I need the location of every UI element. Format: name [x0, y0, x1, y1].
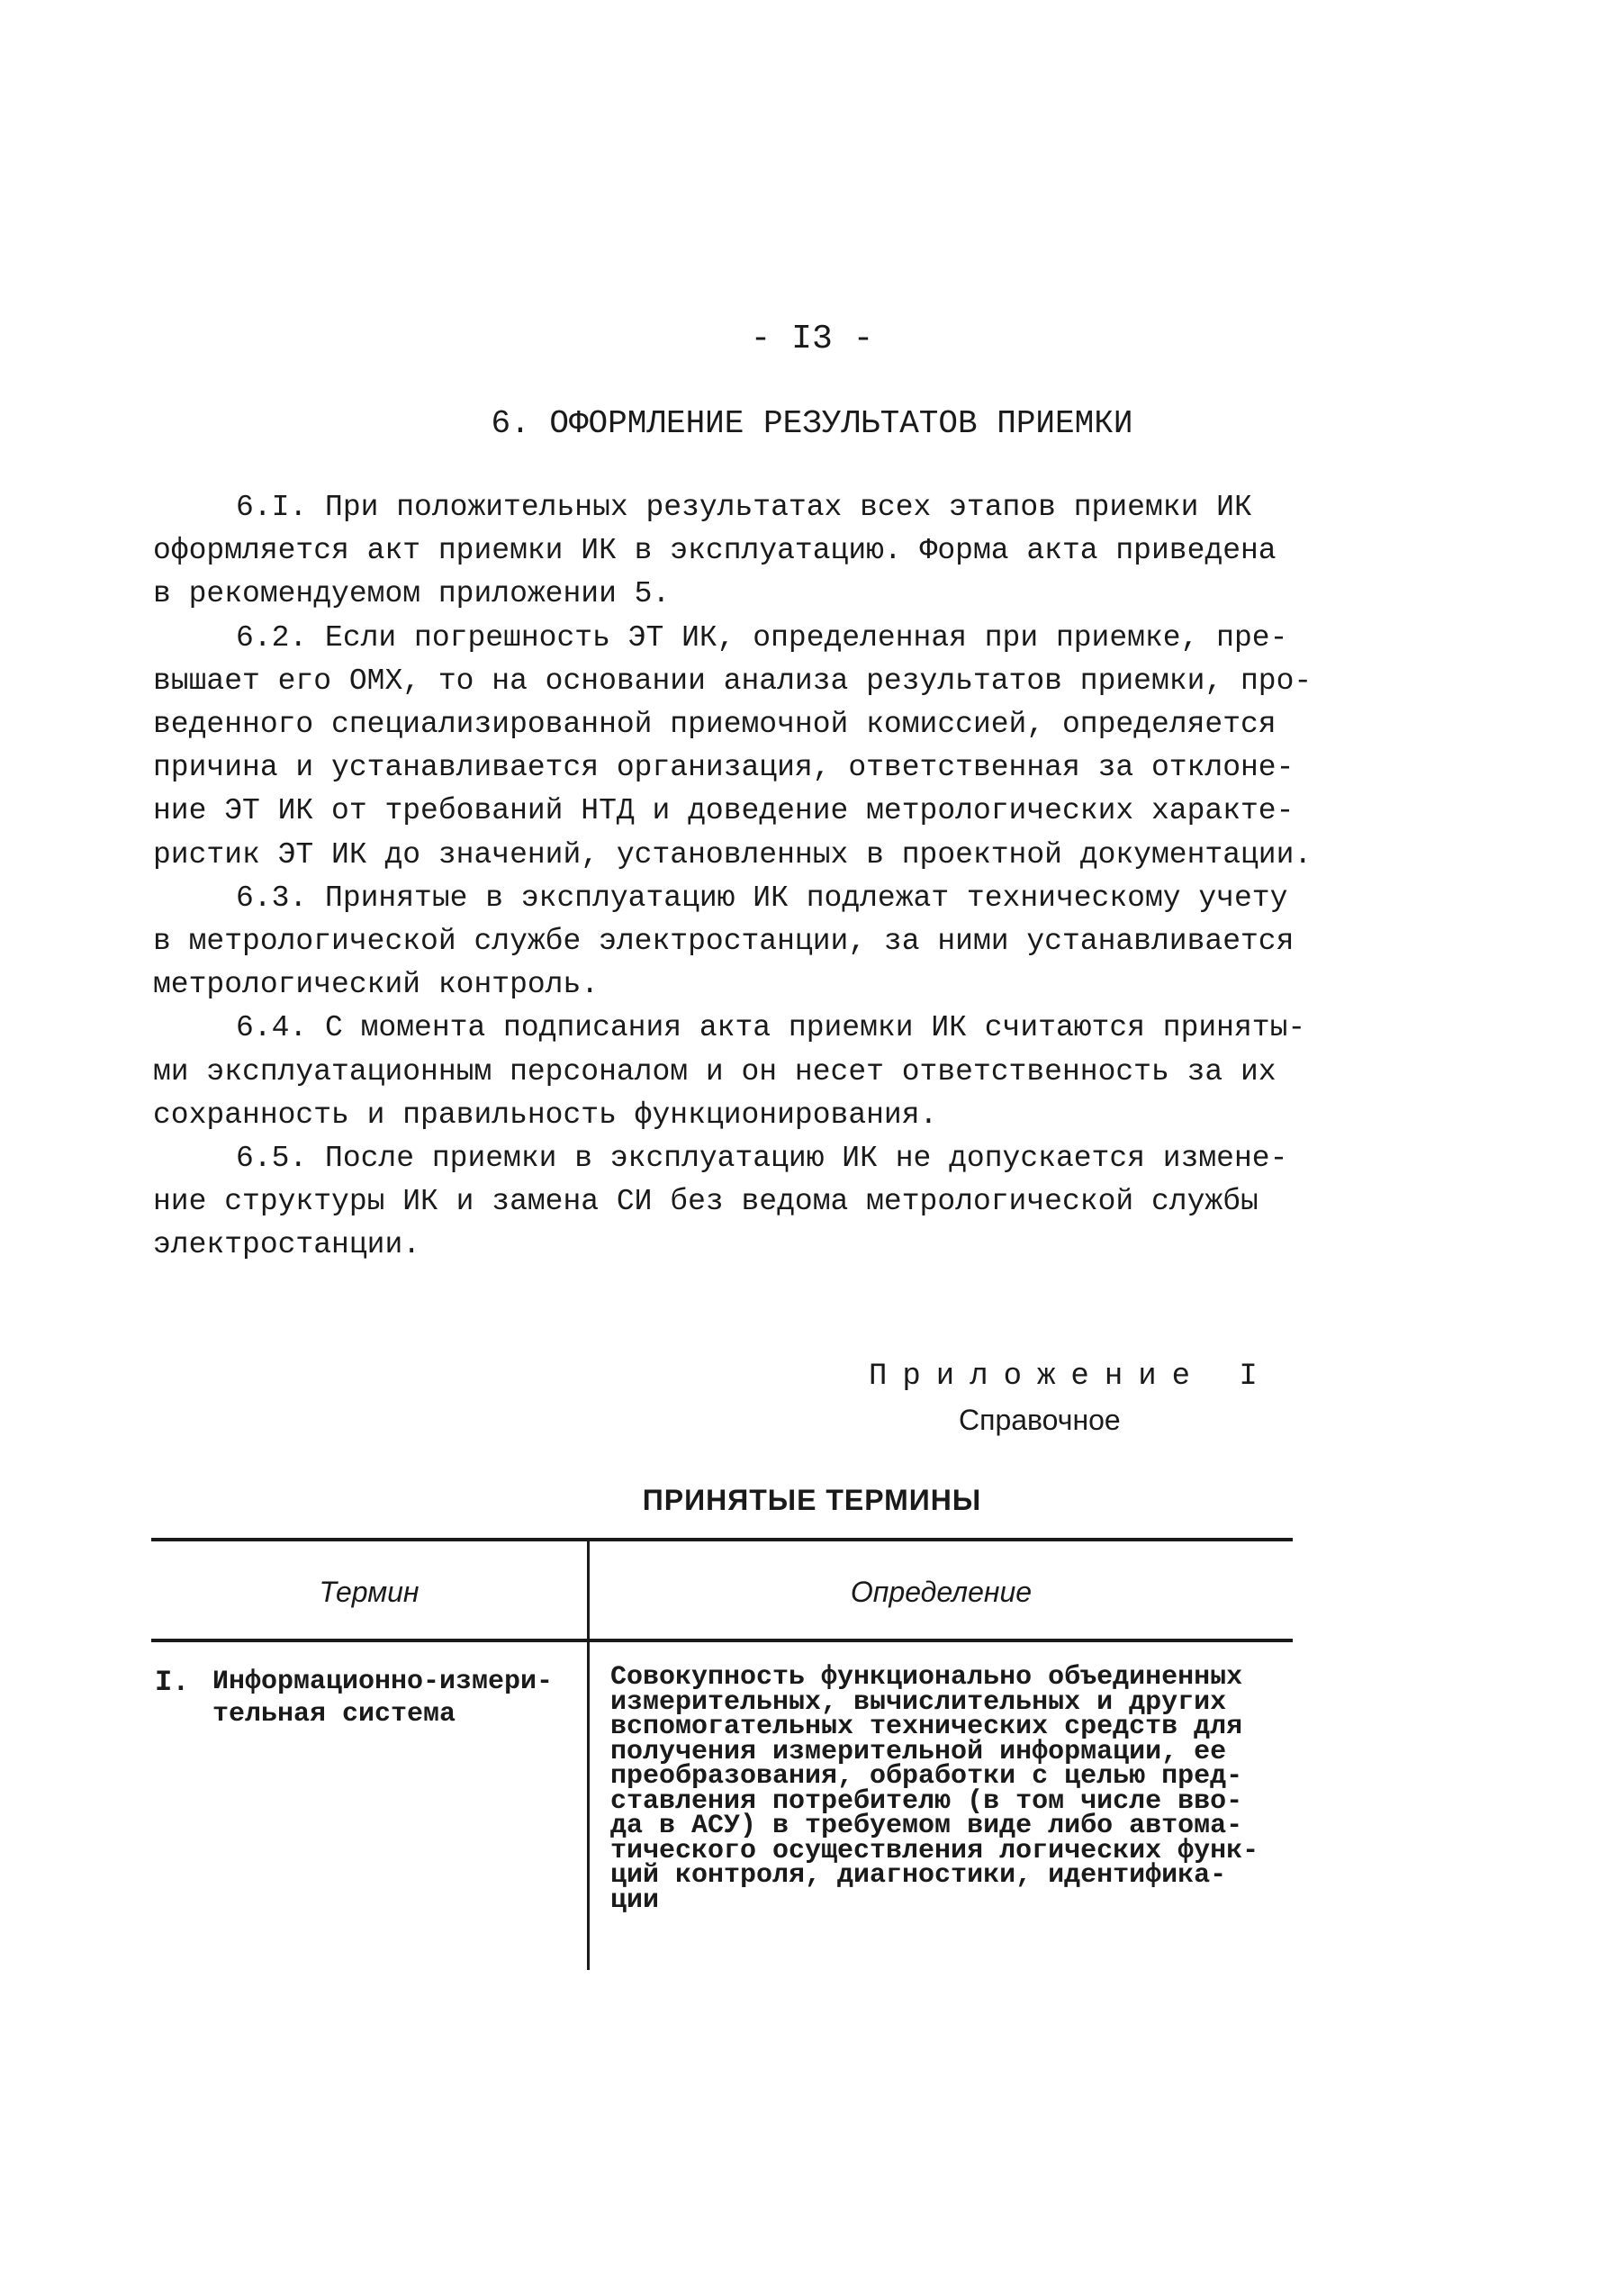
definition-line: тического осуществления логических функ- — [610, 1835, 1259, 1866]
appendix-label: Приложение I — [869, 1360, 1273, 1394]
appendix-heading — [869, 1355, 1273, 1441]
definition-line: ции — [610, 1884, 660, 1916]
definition-line: измерительных, вычислительных и других — [610, 1686, 1227, 1718]
definition-line: ций контроля, диагностики, идентифика- — [610, 1860, 1227, 1891]
text-line: причина и устанавливается организация, ответственная за отклоне- — [153, 751, 1295, 785]
definition-line: преобразования, обработки с целью пред- — [610, 1761, 1243, 1792]
text-line: 6.I. При положительных результатах всех этапов приемки ИК — [236, 491, 1252, 524]
text-line: ми эксплуатационным персоналом и он несет ответственность за их — [153, 1054, 1277, 1089]
term-line: тельная система — [212, 1699, 456, 1730]
row-number: I. — [155, 1666, 190, 1699]
text-line: в метрологической службе электростанции, за ними устанавливается — [153, 925, 1295, 959]
text-line: ние ЭТ ИК от требований НТД и доведение метрологических характе- — [153, 794, 1295, 828]
page-number: - I3 - — [750, 320, 874, 358]
text-line: электростанции. — [153, 1228, 421, 1262]
text-line: ристик ЭТ ИК до значений, установленных в проектной документации. — [153, 837, 1313, 872]
paragraph-6-1 — [153, 486, 1278, 617]
paragraph-6-3 — [153, 877, 1295, 1007]
text-line: 6.5. После приемки в эксплуатацию ИК не допускается измене- — [236, 1142, 1288, 1176]
text-line: ние структуры ИК и замена СИ без ведома метрологической службы — [153, 1185, 1259, 1219]
text-line: вышает его ОМХ, то на основании анализа результатов приемки, про- — [153, 664, 1313, 698]
table-title: ПРИНЯТЫЕ ТЕРМИНЫ — [642, 1484, 982, 1516]
definition-line: ставления потребителю (в том числе вво- — [610, 1785, 1243, 1817]
table-top-rule — [151, 1538, 1293, 1541]
column-header-definition: Определение — [850, 1576, 1033, 1608]
text-line: веденного специализированной приемочной комиссией, определяется — [153, 708, 1277, 742]
paragraph-6-2 — [153, 617, 1313, 877]
section-body — [153, 486, 1313, 1268]
definition-cell — [610, 1662, 1313, 1916]
text-line: 6.2. Если погрешность ЭТ ИК, определенная при приемке, пре- — [236, 620, 1288, 655]
text-line: метрологический контроль. — [153, 968, 600, 1002]
text-line: сохранность и правильность функционирования. — [153, 1098, 938, 1132]
text-line: в рекомендуемом приложении 5. — [153, 577, 671, 611]
definition-line: вспомогательных технических средств для — [610, 1712, 1243, 1742]
appendix-type: Справочное — [959, 1404, 1121, 1436]
section-title: 6. ОФОРМЛЕНИЕ РЕЗУЛЬТАТОВ ПРИЕМКИ — [491, 405, 1133, 442]
paragraph-6-4 — [153, 1007, 1306, 1137]
definition-line: получения измерительной информации, ее — [610, 1736, 1227, 1767]
paragraph-6-5 — [153, 1137, 1288, 1268]
column-header-term: Термин — [319, 1576, 420, 1608]
terms-table — [151, 1538, 1293, 1970]
definition-line: Совокупность функционально объединенных — [610, 1662, 1243, 1693]
term-cell — [212, 1666, 582, 1730]
term-line: Информационно-измери- — [212, 1667, 554, 1697]
text-line: 6.4. С момента подписания акта приемки ИК считаются приняты- — [236, 1011, 1306, 1045]
table-header-rule — [151, 1639, 1293, 1642]
definition-line: да в АСУ) в требуемом виде либо автома- — [610, 1811, 1243, 1841]
text-line: оформляется акт приемки ИК в эксплуатацию. Форма акта приведена — [153, 534, 1277, 568]
text-line: 6.3. Принятые в эксплуатацию ИК подлежат техническому учету — [236, 881, 1288, 915]
